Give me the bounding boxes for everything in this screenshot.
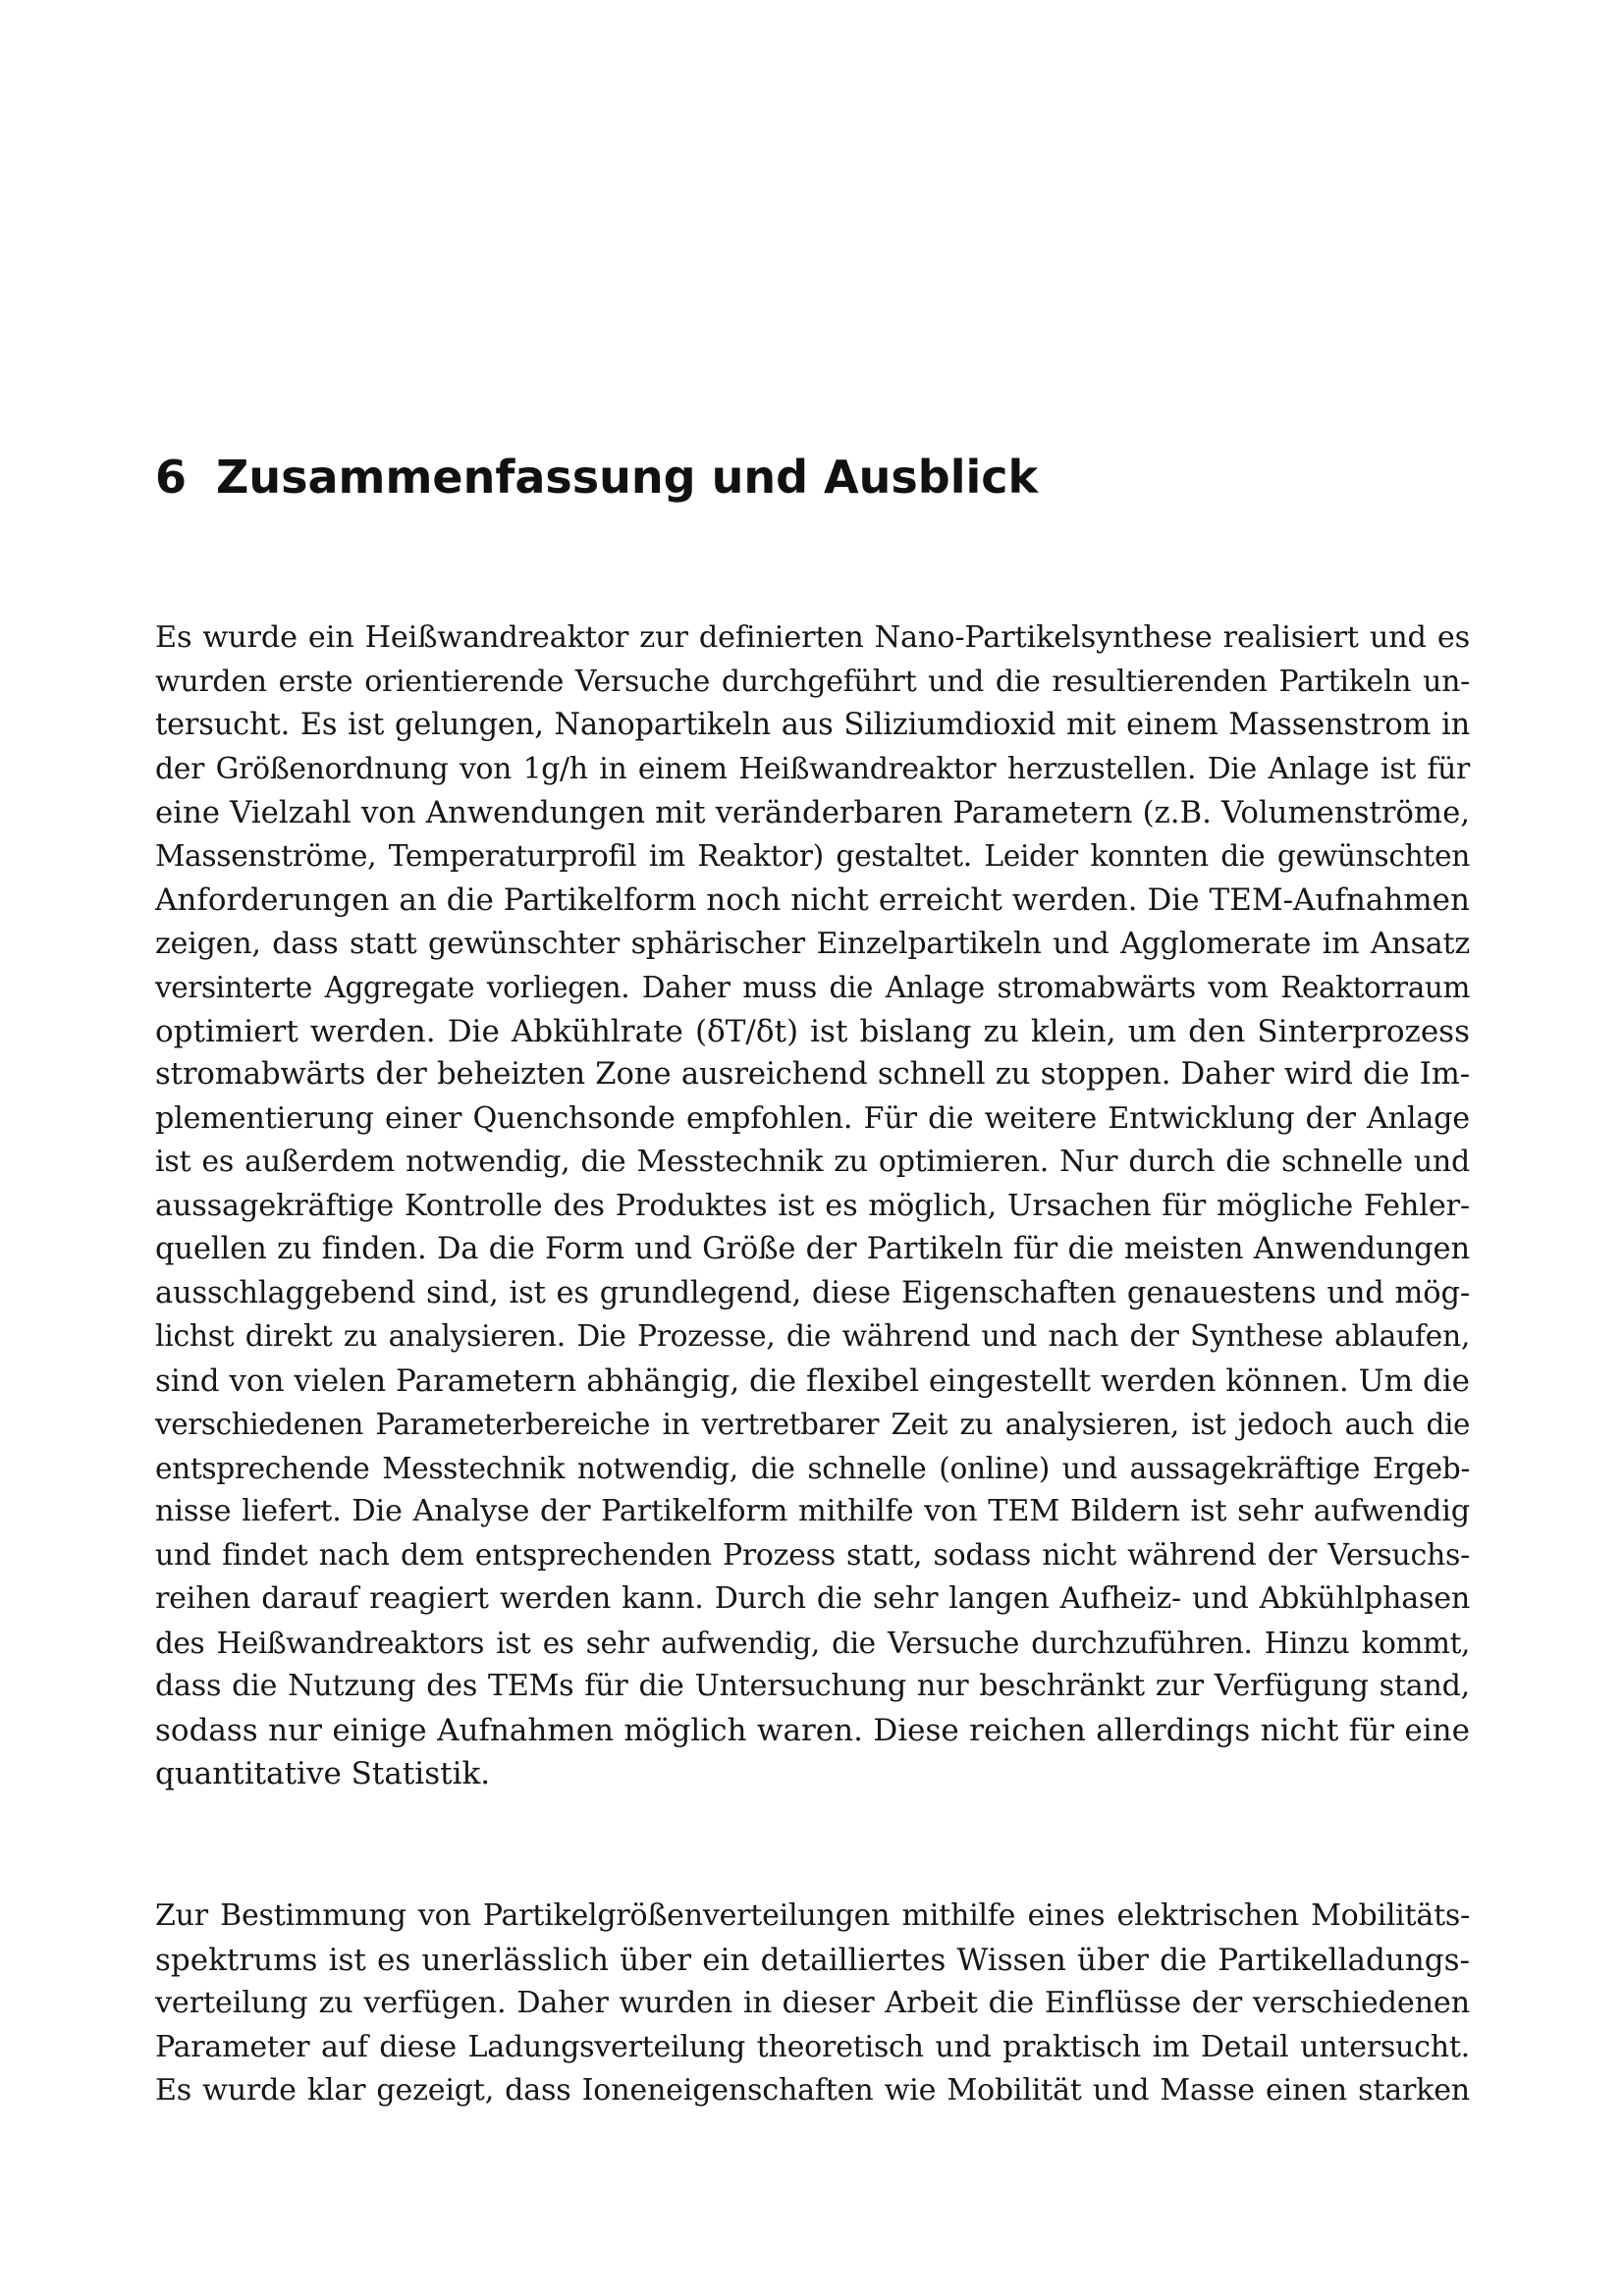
paragraph-summary [155,616,1470,1796]
text-line: Parameter auf diese Ladungsverteilung theoretisch und praktisch im Detail untersucht. [155,2029,1470,2064]
text-line: Massenströme, Temperaturprofil im Reaktor) gestaltet. Leider konnten die gewünschten [155,838,1470,874]
text-line: Es wurde ein Heißwandreaktor zur definierten Nano-Partikelsynthese realisiert und es [155,620,1470,655]
text-line: quantitative Statistik. [155,1756,491,1791]
text-line: Anforderungen an die Partikelform noch nicht erreicht werden. Die TEM-Aufnahmen [155,882,1470,918]
text-line: sind von vielen Parametern abhängig, die flexibel eingestellt werden können. Um die [155,1362,1470,1399]
text-line: ausschlaggebend sind, ist es grundlegend, diese Eigenschaften genauestens und mög- [155,1275,1470,1310]
text-line: Es wurde klar gezeigt, dass Ioneneigenschaften wie Mobilität und Masse einen starken [155,2073,1470,2108]
text-line: verschiedenen Parameterbereiche in vertretbarer Zeit zu analysieren, ist jedoch auch die [155,1408,1470,1441]
text-line: und findet nach dem entsprechenden Prozess statt, sodass nicht während der Versuchs- [155,1537,1470,1573]
text-line: spektrums ist es unerlässlich über ein detailliertes Wissen über die Partikelladungs- [155,1942,1470,1978]
text-line: reihen darauf reagiert werden kann. Durch die sehr langen Aufheiz- und Abkühlphasen [155,1581,1470,1616]
text-line: optimiert werden. Die Abkühlrate (δT/δt) ist bislang zu klein, um den Sinterprozess [155,1013,1470,1049]
chapter-heading [155,450,1038,505]
text-line: sodass nur einige Aufnahmen möglich waren. Diese reichen allerdings nicht für eine [155,1712,1470,1748]
text-line: tersucht. Es ist gelungen, Nanopartikeln aus Siliziumdioxid mit einem Massenstrom in [155,708,1470,742]
text-line: entsprechende Messtechnik notwendig, die schnelle (online) und aussagekräftige Ergeb- [155,1451,1470,1485]
text-line: aussagekräftige Kontrolle des Produktes ist es möglich, Ursachen für mögliche Fehler- [155,1188,1470,1223]
chapter-number: 6 [155,451,188,504]
text-line: stromabwärts der beheizten Zone ausreichend schnell zu stoppen. Daher wird die Im- [155,1057,1470,1092]
text-line: der Größenordnung von 1g/h in einem Heißwandreaktor herzustellen. Die Anlage ist für [155,751,1470,786]
text-line: lichst direkt zu analysieren. Die Prozesse, die während und nach der Synthese ablaufen, [155,1319,1470,1354]
text-line: verteilung zu verfügen. Daher wurden in dieser Arbeit die Einflüsse der verschiedenen [155,1986,1470,2020]
chapter-title: Zusammenfassung und Ausblick [216,451,1039,504]
text-line: plementierung einer Quenchsonde empfohlen. Für die weitere Entwicklung der Anlage [155,1100,1470,1136]
text-line: nisse liefert. Die Analyse der Partikelform mithilfe von TEM Bildern ist sehr aufwendig [155,1494,1470,1528]
text-line: des Heißwandreaktors ist es sehr aufwendig, die Versuche durchzuführen. Hinzu kommt, [155,1626,1470,1660]
text-line: dass die Nutzung des TEMs für die Untersuchung nur beschränkt zur Verfügung stand, [155,1669,1470,1703]
paragraph-charge-distribution [155,1895,1470,2113]
text-line: zeigen, dass statt gewünschter sphärischer Einzelpartikeln und Agglomerate im Ansatz [155,926,1470,961]
text-line: Zur Bestimmung von Partikelgrößenverteilungen mithilfe eines elektrischen Mobilitäts- [155,1898,1470,1933]
text-line: eine Vielzahl von Anwendungen mit veränderbaren Parametern (z.B. Volumenströme, [155,795,1470,830]
text-line: versinterte Aggregate vorliegen. Daher muss die Anlage stromabwärts vom Reaktorraum [155,971,1470,1004]
text-line: quellen zu finden. Da die Form und Größe der Partikeln für die meisten Anwendungen [155,1232,1470,1266]
text-line: wurden erste orientierende Versuche durchgeführt und die resultierenden Partikeln un- [155,664,1470,699]
text-line: ist es außerdem notwendig, die Messtechnik zu optimieren. Nur durch die schnelle und [155,1145,1470,1179]
